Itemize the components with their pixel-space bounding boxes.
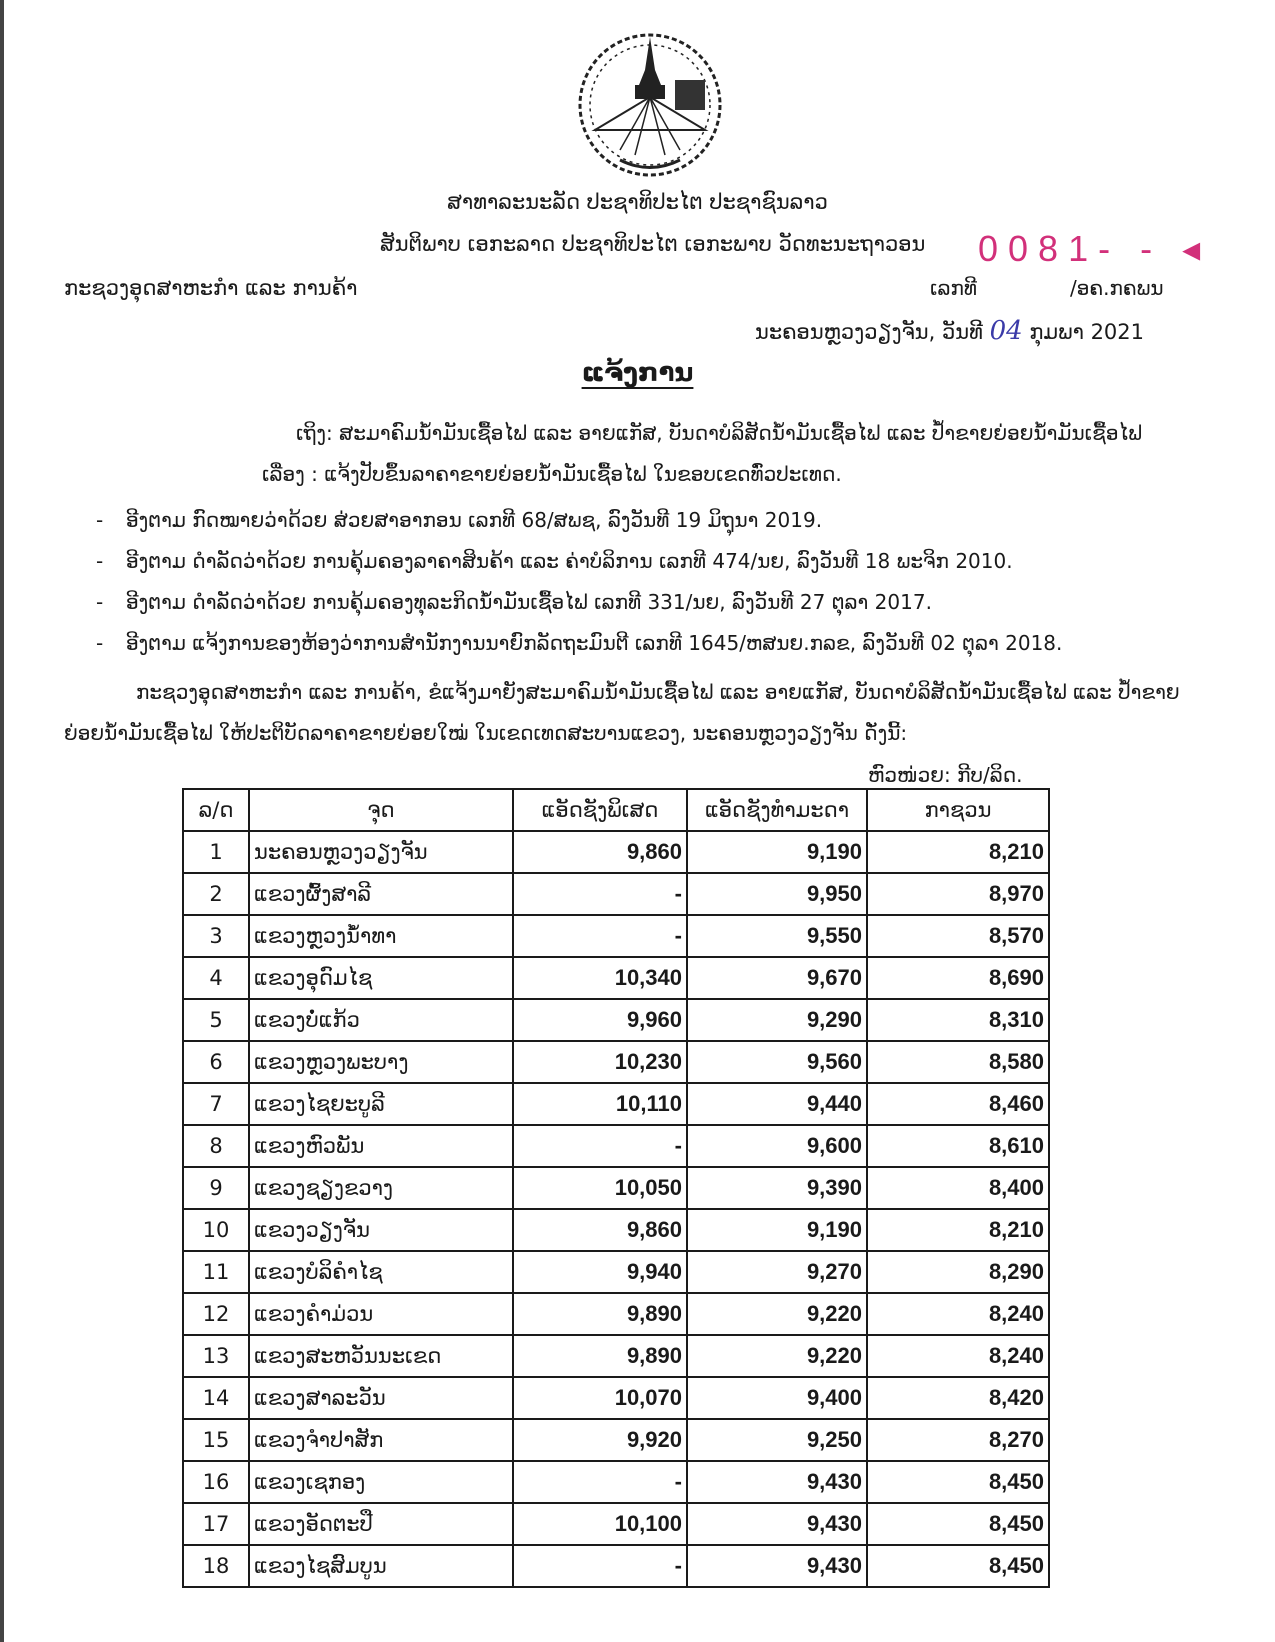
special-gasoline-price: -	[513, 1545, 687, 1587]
regular-gasoline-price: 9,600	[687, 1125, 867, 1167]
table-row	[183, 915, 1049, 957]
row-number: 17	[183, 1503, 249, 1545]
diesel-price: 8,460	[867, 1083, 1049, 1125]
document-number-stamp: 0081- - ◂	[978, 228, 1211, 269]
diesel-price: 8,970	[867, 873, 1049, 915]
special-gasoline-price: 10,110	[513, 1083, 687, 1125]
ministry-name: ກະຊວງອຸດສາຫະກຳ ແລະ ການຄ້າ	[64, 276, 358, 300]
table-row	[183, 1209, 1049, 1251]
row-number: 6	[183, 1041, 249, 1083]
reference-text: ອີງຕາມ ກົດໝາຍວ່າດ້ວຍ ສ່ວຍສາອາກອນ ເລກທີ 68/ສພຊ, ລົງວັນທີ 19 ມິຖຸນາ 2019.	[126, 508, 823, 532]
location-name: ແຂວງຫຼວງນ້ຳທາ	[249, 915, 513, 957]
regular-gasoline-price: 9,560	[687, 1041, 867, 1083]
scan-edge	[0, 0, 4, 1642]
regular-gasoline-price: 9,250	[687, 1419, 867, 1461]
row-number: 18	[183, 1545, 249, 1587]
stamp-digits: 0081	[978, 228, 1099, 269]
table-row	[183, 1125, 1049, 1167]
location-name: ແຂວງຜົ້ງສາລີ	[249, 873, 513, 915]
row-number: 8	[183, 1125, 249, 1167]
date-prefix: ນະຄອນຫຼວງວຽງຈັນ, ວັນທີ	[755, 320, 983, 344]
row-number: 13	[183, 1335, 249, 1377]
special-gasoline-price: 9,860	[513, 831, 687, 873]
reference-text: ອີງຕາມ ດຳລັດວ່າດ້ວຍ ການຄຸ້ມຄອງລາຄາສິນຄ້າ ແລະ ຄ່າບໍລິການ ເລກທີ 474/ນຍ, ລົງວັນທີ 18 ພະຈິກ 2010.	[126, 549, 1013, 573]
table-row	[183, 1545, 1049, 1587]
table-row	[183, 999, 1049, 1041]
special-gasoline-price: -	[513, 873, 687, 915]
location-name: ແຂວງສາລະວັນ	[249, 1377, 513, 1419]
table-row	[183, 1167, 1049, 1209]
date-line	[755, 316, 1144, 346]
row-number: 3	[183, 915, 249, 957]
special-gasoline-price: 9,960	[513, 999, 687, 1041]
addressee-line: ເຖິງ: ສະມາຄົມນ້ຳມັນເຊື້ອໄຟ ແລະ ອາຍແກັສ, ບັນດາບໍລິສັດນ້ຳມັນເຊື້ອໄຟ ແລະ ປ້ຳຂາຍຍ່ອຍນ້ຳມັນເຊື້ອໄຟ	[296, 421, 1143, 445]
row-number: 7	[183, 1083, 249, 1125]
special-gasoline-price: -	[513, 1461, 687, 1503]
table-row	[183, 1419, 1049, 1461]
diesel-price: 8,570	[867, 915, 1049, 957]
diesel-price: 8,610	[867, 1125, 1049, 1167]
col-header-regular-gasoline: ແອັດຊັງທຳມະດາ	[687, 789, 867, 831]
diesel-price: 8,270	[867, 1419, 1049, 1461]
table-row	[183, 873, 1049, 915]
document-title	[0, 358, 1275, 388]
col-header-diesel: ກາຊວນ	[867, 789, 1049, 831]
doc-number-label: ເລກທີ	[930, 276, 978, 300]
location-name: ແຂວງບໍ່ແກ້ວ	[249, 999, 513, 1041]
location-name: ແຂວງເຊກອງ	[249, 1461, 513, 1503]
table-row	[183, 1083, 1049, 1125]
regular-gasoline-price: 9,190	[687, 831, 867, 873]
table-row	[183, 1293, 1049, 1335]
national-motto: ສັນຕິພາບ ເອກະລາດ ປະຊາທິປະໄຕ ເອກະພາບ ວັດທະນະຖາວອນ	[380, 232, 926, 256]
special-gasoline-price: 10,070	[513, 1377, 687, 1419]
regular-gasoline-price: 9,190	[687, 1209, 867, 1251]
table-row	[183, 1251, 1049, 1293]
location-name: ແຂວງຊຽງຂວາງ	[249, 1167, 513, 1209]
location-name: ແຂວງສະຫວັນນະເຂດ	[249, 1335, 513, 1377]
diesel-price: 8,420	[867, 1377, 1049, 1419]
diesel-price: 8,290	[867, 1251, 1049, 1293]
diesel-price: 8,690	[867, 957, 1049, 999]
location-name: ແຂວງຈຳປາສັກ	[249, 1419, 513, 1461]
doc-number-suffix: /ອຄ.ກຄພນ	[1070, 276, 1164, 300]
date-rest: ກຸມພາ 2021	[1029, 320, 1145, 344]
regular-gasoline-price: 9,220	[687, 1293, 867, 1335]
col-header-location: ຈຸດ	[249, 789, 513, 831]
diesel-price: 8,580	[867, 1041, 1049, 1083]
regular-gasoline-price: 9,430	[687, 1545, 867, 1587]
location-name: ແຂວງວຽງຈັນ	[249, 1209, 513, 1251]
diesel-price: 8,240	[867, 1335, 1049, 1377]
reference-item: - ອີງຕາມ ກົດໝາຍວ່າດ້ວຍ ສ່ວຍສາອາກອນ ເລກທີ 68/ສພຊ, ລົງວັນທີ 19 ມິຖຸນາ 2019.	[96, 508, 823, 532]
location-name: ແຂວງໄຊສົມບູນ	[249, 1545, 513, 1587]
regular-gasoline-price: 9,400	[687, 1377, 867, 1419]
location-name: ແຂວງອຸດົມໄຊ	[249, 957, 513, 999]
location-name: ແຂວງໄຊຍະບູລີ	[249, 1083, 513, 1125]
diesel-price: 8,450	[867, 1545, 1049, 1587]
body-paragraph	[64, 672, 1194, 754]
special-gasoline-price: -	[513, 1125, 687, 1167]
regular-gasoline-price: 9,670	[687, 957, 867, 999]
table-header-row	[183, 789, 1049, 831]
row-number: 5	[183, 999, 249, 1041]
row-number: 12	[183, 1293, 249, 1335]
diesel-price: 8,240	[867, 1293, 1049, 1335]
location-name: ແຂວງບໍລິຄຳໄຊ	[249, 1251, 513, 1293]
col-header-no: ລ/ດ	[183, 789, 249, 831]
row-number: 14	[183, 1377, 249, 1419]
reference-list	[96, 508, 1196, 672]
row-number: 9	[183, 1167, 249, 1209]
regular-gasoline-price: 9,550	[687, 915, 867, 957]
location-name: ແຂວງອັດຕະປື	[249, 1503, 513, 1545]
regular-gasoline-price: 9,440	[687, 1083, 867, 1125]
subject-line: ເລື່ອງ : ແຈ້ງປັບຂຶ້ນລາຄາຂາຍຍ່ອຍນ້ຳມັນເຊື້ອໄຟ ໃນຂອບເຂດທົ່ວປະເທດ.	[262, 462, 842, 486]
reference-item: - ອີງຕາມ ດຳລັດວ່າດ້ວຍ ການຄຸ້ມຄອງລາຄາສິນຄ້າ ແລະ ຄ່າບໍລິການ ເລກທີ 474/ນຍ, ລົງວັນທີ 18 ພະຈິກ 2010.	[96, 549, 1013, 573]
regular-gasoline-price: 9,390	[687, 1167, 867, 1209]
regular-gasoline-price: 9,290	[687, 999, 867, 1041]
diesel-price: 8,310	[867, 999, 1049, 1041]
table-row	[183, 1503, 1049, 1545]
special-gasoline-price: 10,100	[513, 1503, 687, 1545]
reference-text: ອີງຕາມ ດຳລັດວ່າດ້ວຍ ການຄຸ້ມຄອງທຸລະກິດນ້ຳມັນເຊື້ອໄຟ ເລກທີ 331/ນຍ, ລົງວັນທີ 27 ຕຸລາ 2017.	[126, 590, 932, 614]
row-number: 2	[183, 873, 249, 915]
col-header-special-gasoline: ແອັດຊັງພິເສດ	[513, 789, 687, 831]
country-name: ສາທາລະນະລັດ ປະຊາທິປະໄຕ ປະຊາຊົນລາວ	[447, 190, 828, 214]
diesel-price: 8,450	[867, 1503, 1049, 1545]
diesel-price: 8,450	[867, 1461, 1049, 1503]
row-number: 15	[183, 1419, 249, 1461]
diesel-price: 8,400	[867, 1167, 1049, 1209]
table-row	[183, 831, 1049, 873]
special-gasoline-price: 9,860	[513, 1209, 687, 1251]
diesel-price: 8,210	[867, 1209, 1049, 1251]
row-number: 4	[183, 957, 249, 999]
row-number: 11	[183, 1251, 249, 1293]
diesel-price: 8,210	[867, 831, 1049, 873]
title-text: ແຈ້ງການ	[581, 358, 694, 388]
regular-gasoline-price: 9,430	[687, 1503, 867, 1545]
location-name: ແຂວງຄຳມ່ວນ	[249, 1293, 513, 1335]
unit-label: ຫົວໜ່ວຍ: ກີບ/ລິດ.	[868, 763, 1023, 787]
regular-gasoline-price: 9,430	[687, 1461, 867, 1503]
reference-text: ອີງຕາມ ແຈ້ງການຂອງຫ້ອງວ່າການສຳນັກງານນາຍົກລັດຖະມົນຕີ ເລກທີ 1645/ຫສນຍ.ກລຂ, ລົງວັນທີ 02 ຕຸລາ 2018.	[126, 631, 1063, 655]
fuel-price-table	[182, 788, 1050, 1588]
table-row	[183, 1377, 1049, 1419]
location-name: ແຂວງຫົວພັນ	[249, 1125, 513, 1167]
special-gasoline-price: 9,920	[513, 1419, 687, 1461]
special-gasoline-price: 10,230	[513, 1041, 687, 1083]
location-name: ແຂວງຫຼວງພະບາງ	[249, 1041, 513, 1083]
row-number: 1	[183, 831, 249, 873]
special-gasoline-price: -	[513, 915, 687, 957]
special-gasoline-price: 10,340	[513, 957, 687, 999]
reference-item: - ອີງຕາມ ດຳລັດວ່າດ້ວຍ ການຄຸ້ມຄອງທຸລະກິດນ້ຳມັນເຊື້ອໄຟ ເລກທີ 331/ນຍ, ລົງວັນທີ 27 ຕຸລາ 2017.	[96, 590, 932, 614]
table-row	[183, 1041, 1049, 1083]
date-day-handwritten: 04	[989, 316, 1023, 346]
special-gasoline-price: 9,890	[513, 1335, 687, 1377]
location-name: ນະຄອນຫຼວງວຽງຈັນ	[249, 831, 513, 873]
special-gasoline-price: 9,940	[513, 1251, 687, 1293]
body-text: ກະຊວງອຸດສາຫະກຳ ແລະ ການຄ້າ, ຂໍແຈ້ງມາຍັງສະມາຄົມນ້ຳມັນເຊື້ອໄຟ ແລະ ອາຍແກັສ, ບັນດາບໍລິສັດນ້ຳມັນເຊື້ອໄຟ ແລະ ປ້ຳຂາຍຍ່ອຍນ້ຳມັນເຊື້ອໄຟ ໃຫ້ປະຕິບັດລາຄາຂາຍຍ່ອຍໃໝ່ ໃນເຂດເທດສະບານແຂວງ, ນະຄອນຫຼວງວຽງຈັນ ດັ່ງນີ້:	[64, 680, 1180, 745]
regular-gasoline-price: 9,950	[687, 873, 867, 915]
lao-emblem-icon	[565, 25, 735, 180]
table-row	[183, 1461, 1049, 1503]
regular-gasoline-price: 9,270	[687, 1251, 867, 1293]
special-gasoline-price: 9,890	[513, 1293, 687, 1335]
special-gasoline-price: 10,050	[513, 1167, 687, 1209]
row-number: 10	[183, 1209, 249, 1251]
regular-gasoline-price: 9,220	[687, 1335, 867, 1377]
table-row	[183, 957, 1049, 999]
row-number: 16	[183, 1461, 249, 1503]
reference-item: - ອີງຕາມ ແຈ້ງການຂອງຫ້ອງວ່າການສຳນັກງານນາຍົກລັດຖະມົນຕີ ເລກທີ 1645/ຫສນຍ.ກລຂ, ລົງວັນທີ 02 ຕຸລາ 2018.	[96, 631, 1063, 655]
table-row	[183, 1335, 1049, 1377]
